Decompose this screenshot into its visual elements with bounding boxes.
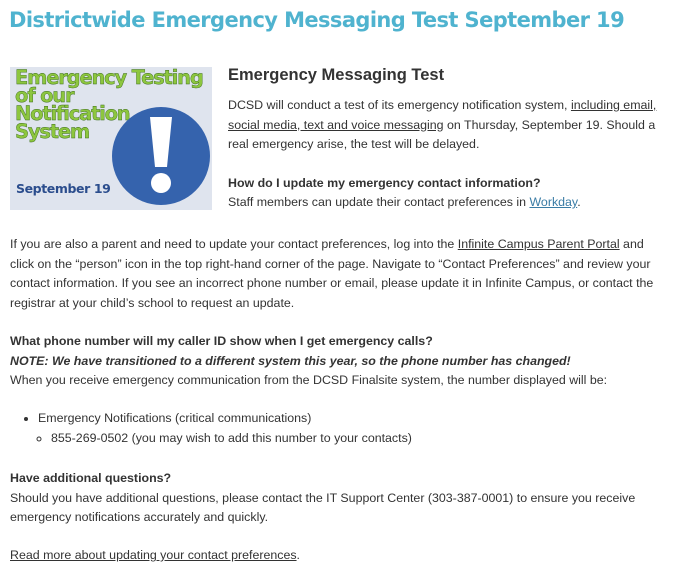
emergency-test-graphic	[10, 67, 212, 210]
caller-id-text: When you receive emergency communication from the DCSD Finalsite system, the number displayed will be:	[10, 373, 608, 387]
exclamation-icon	[110, 105, 212, 207]
update-text-end: .	[577, 195, 581, 209]
intro-text-end: on Thursday, September 19. Should a real emergency arise, the test will be delayed.	[228, 117, 656, 151]
parent-paragraph	[10, 235, 670, 313]
questions-section	[10, 469, 670, 528]
intro-text: DCSD will conduct a test of its emergency notification system,	[228, 98, 571, 112]
messaging-link[interactable]: including email, social media, text and voice messaging	[228, 98, 657, 132]
phone-list	[10, 409, 670, 448]
parent-portal-link[interactable]: Infinite Campus Parent Portal	[457, 237, 620, 251]
read-more-link[interactable]: Read more about updating your contact preferences	[10, 548, 297, 562]
questions-heading-text: Have additional questions?	[10, 471, 172, 485]
intro-section	[228, 64, 668, 213]
sub-list	[38, 429, 670, 449]
list-subitem: ◦ 855-269-0502 (you may wish to add this number to your contacts)	[51, 429, 670, 449]
list-item-label: Emergency Notifications (critical communications)	[38, 411, 312, 425]
list-item	[38, 409, 670, 448]
update-paragraph	[228, 193, 668, 213]
update-question	[228, 174, 668, 194]
caller-id-question	[10, 332, 670, 352]
questions-heading	[10, 469, 670, 489]
page-title: Districtwide Emergency Messaging Test September 19	[9, 8, 625, 32]
footer-section	[10, 546, 670, 566]
footer-period: .	[296, 548, 300, 562]
update-text: Staff members can update their contact preferences in	[228, 195, 530, 209]
graphic-title: Emergency Testing of our Notification System	[15, 67, 203, 143]
caller-id-section	[10, 332, 670, 391]
intro-paragraph	[228, 96, 668, 155]
update-question-text: How do I update my emergency contact information?	[228, 175, 541, 190]
graphic-date: September 19	[16, 181, 111, 196]
notifications-list	[10, 409, 670, 448]
parent-section	[10, 235, 670, 313]
caller-id-question-text: What phone number will my caller ID show when I get emergency calls?	[10, 334, 433, 348]
parent-text-end: and click on the “person” icon in the top right-hand corner of the page. Navigate to “Contact Preferences” and review your contact information. If you see an incorrect phone number or email, please update it in Infinite Campus, or contact the registrar at your child’s school to request an update.	[10, 237, 654, 310]
workday-link[interactable]: Workday	[529, 195, 578, 209]
questions-text: Should you have additional questions, please contact the IT Support Center (303-387-0001) to ensure you receive emergency notifications accurately and quickly.	[10, 490, 636, 524]
section-heading: Emergency Messaging Test	[228, 66, 445, 84]
parent-text: If you are also a parent and need to update your contact preferences, log into the	[10, 237, 458, 251]
caller-id-note: NOTE: We have transitioned to a different system this year, so the phone number has changed!	[10, 353, 571, 368]
footer-paragraph	[10, 546, 670, 566]
